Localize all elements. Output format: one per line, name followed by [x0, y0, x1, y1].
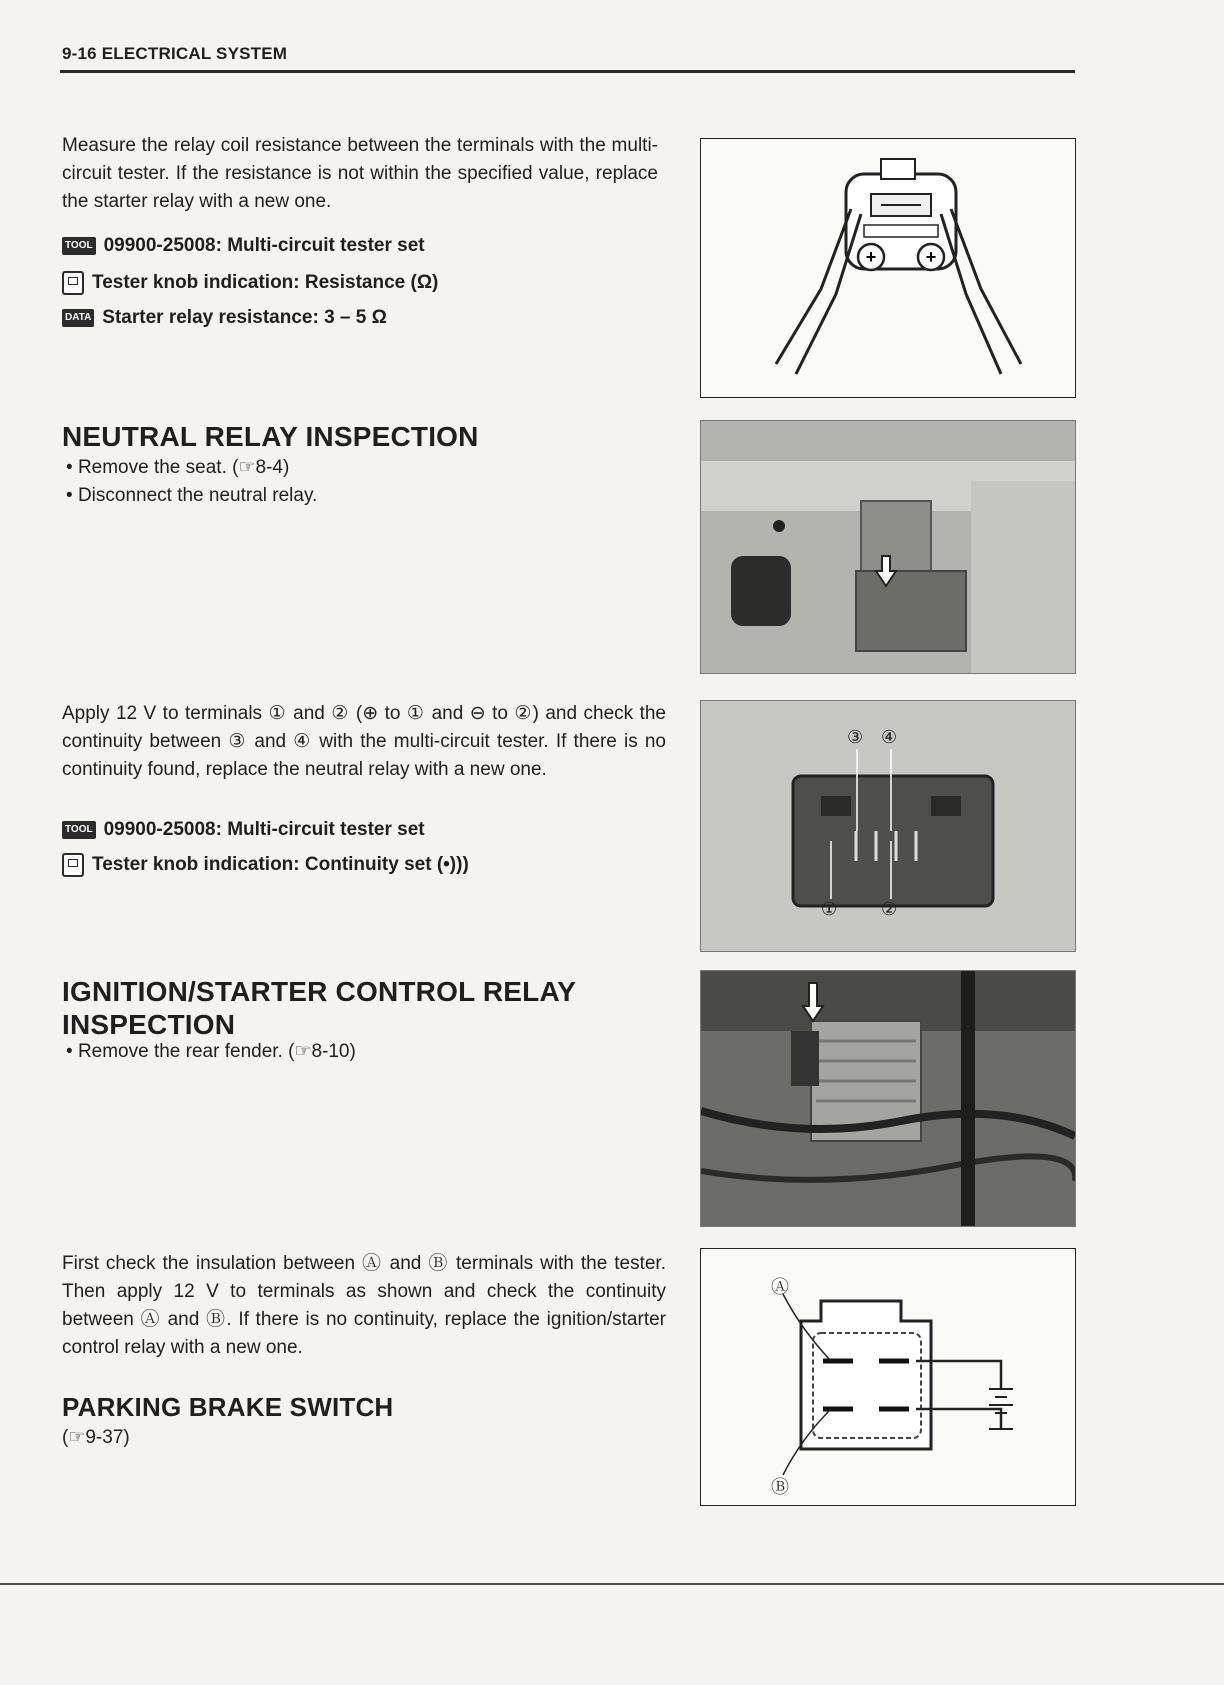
neutral-relay-paragraph: Apply 12 V to terminals ① and ② (⊕ to ① and ⊖ to ②) and check the continuity between ③ and ④ with the multi-circuit tester. If there is no continuity found, replace the neutral relay with a new one. [62, 703, 666, 780]
terminal-a-label: Ⓐ [771, 1277, 789, 1297]
neutral-tool-line [62, 819, 425, 841]
parking-brake-heading: PARKING BRAKE SWITCH [62, 1392, 394, 1422]
terminal-1-label: ① [821, 899, 838, 919]
neutral-knob-text: Tester knob indication: Continuity set (•))) [92, 854, 469, 875]
bottom-rule [0, 1583, 1224, 1585]
starter-relay-drawing [701, 139, 1075, 397]
svg-text:+: + [925, 247, 937, 267]
neutral-bullet-1: • Remove the seat. (☞8-4) [66, 454, 289, 482]
tester-knob-icon [62, 271, 84, 295]
neutral-tool-text: 09900-25008: Multi-circuit tester set [103, 819, 425, 840]
parking-brake-ref-text: (☞9-37) [62, 1427, 130, 1448]
ign-bullet-1: • Remove the rear fender. (☞8-10) [66, 1038, 356, 1066]
page-header: 9-16 ELECTRICAL SYSTEM [62, 44, 288, 63]
tester-knob-icon [62, 853, 84, 877]
ign-relay-diagram [700, 1248, 1076, 1506]
neutral-knob-line [62, 853, 469, 877]
terminal-b-label: Ⓑ [771, 1477, 789, 1497]
tool-icon: TOOL [62, 237, 96, 255]
ign-relay-heading-line2: INSPECTION [62, 1009, 236, 1040]
neutral-relay-terminal-figure [700, 700, 1076, 952]
header-rule [60, 70, 1075, 73]
starter-spec-text: Starter relay resistance: 3 – 5 Ω [102, 307, 387, 328]
neutral-relay-photo-drawing [701, 421, 1075, 673]
starter-knob-line [62, 271, 438, 295]
ign-relay-diagram-drawing [701, 1249, 1075, 1505]
neutral-relay-heading: NEUTRAL RELAY INSPECTION [62, 421, 479, 452]
data-icon: DATA [62, 309, 94, 327]
starter-relay-paragraph: Measure the relay coil resistance between the terminals with the multi-circuit tester. If the resistance is not within the specified value, replace the starter relay with a new one. [62, 135, 658, 212]
starter-tool-line [62, 235, 425, 257]
ign-relay-paragraph: First check the insulation between Ⓐ and Ⓑ terminals with the tester. Then apply 12 V to terminals as shown and check the continuity between Ⓐ and Ⓑ. If there is no continuity, replace the ignition/starter control relay with a new one. [62, 1253, 666, 1358]
tool-icon: TOOL [62, 821, 96, 839]
parking-brake-ref [62, 1424, 130, 1452]
svg-text:+: + [865, 247, 877, 267]
starter-tool-text: 09900-25008: Multi-circuit tester set [103, 235, 425, 256]
ign-relay-photo [700, 970, 1076, 1227]
starter-knob-text: Tester knob indication: Resistance (Ω) [92, 272, 439, 293]
ign-relay-photo-drawing [701, 971, 1075, 1226]
starter-spec-line [62, 307, 387, 329]
neutral-relay-photo [700, 420, 1076, 674]
starter-relay-figure [700, 138, 1076, 398]
terminal-3-label: ③ [847, 727, 864, 747]
ign-relay-heading-line1: IGNITION/STARTER CONTROL RELAY [62, 976, 577, 1007]
terminal-4-label: ④ [881, 727, 898, 747]
terminal-2-label: ② [881, 899, 898, 919]
neutral-bullet-2: • Disconnect the neutral relay. [66, 482, 317, 510]
